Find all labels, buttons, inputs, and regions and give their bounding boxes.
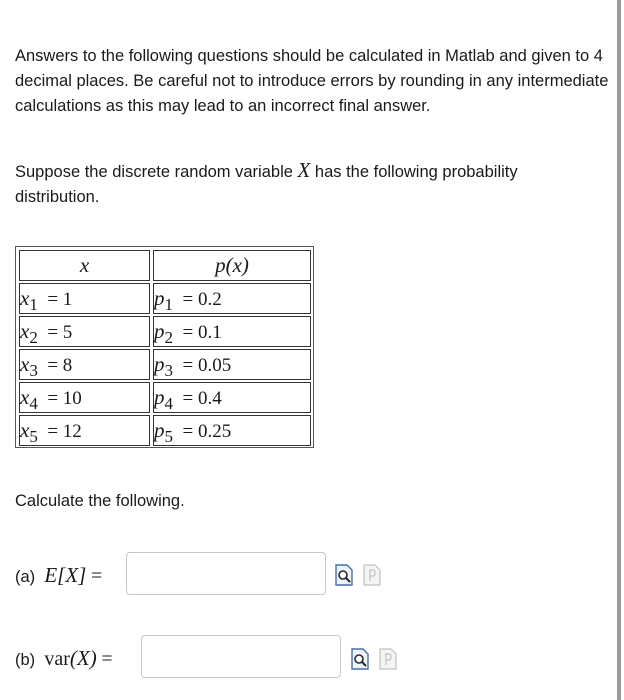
disabled-page-icon: [378, 648, 398, 670]
setup-before: Suppose the discrete random variable: [15, 163, 298, 181]
preview-magnifier-icon[interactable]: [350, 648, 370, 670]
answer-input-b[interactable]: [141, 635, 341, 678]
table-row-p-1: $p_1 = 0.2$: [153, 283, 311, 314]
preview-magnifier-icon[interactable]: [334, 564, 354, 586]
right-edge-rule: [617, 0, 621, 700]
distribution-table: [15, 246, 314, 448]
answer-input-a[interactable]: [126, 552, 326, 595]
calculate-instruction: Calculate the following.: [15, 492, 185, 510]
table-row-x-3: $x_3 = 8$: [19, 349, 150, 380]
table-row-p-2: $p_2 = 0.1$: [153, 316, 311, 347]
question-b-label: (b) var(X) =: [15, 646, 113, 670]
table-row-p-5: $p_5 = 0.25$: [153, 415, 311, 446]
table-row-x-5: $x_5 = 12$: [19, 415, 150, 446]
setup-paragraph: [15, 158, 605, 210]
table-row-p-4: $p_4 = 0.4$: [153, 382, 311, 413]
intro-paragraph: Answers to the following questions should be calculated in Matlab and given to 4 decimal places. Be careful not to introduce errors by rounding in any intermediate calculations as this may lead to an incorrect final answer.: [15, 47, 609, 115]
disabled-page-icon: [362, 564, 382, 586]
random-variable: X: [297, 158, 311, 182]
table-row-p-3: $p_3 = 0.05$: [153, 349, 311, 380]
header-x: x: [19, 250, 150, 281]
table-row-x-1: $x_1 = 1$: [19, 283, 150, 314]
table-row-x-4: $x_4 = 10$: [19, 382, 150, 413]
header-px: p(x): [153, 250, 311, 281]
question-a-label: (a) E[X] =: [15, 563, 103, 587]
setup-after: has the following probability distribution.: [15, 163, 518, 206]
table-row-x-2: $x_2 = 5$: [19, 316, 150, 347]
